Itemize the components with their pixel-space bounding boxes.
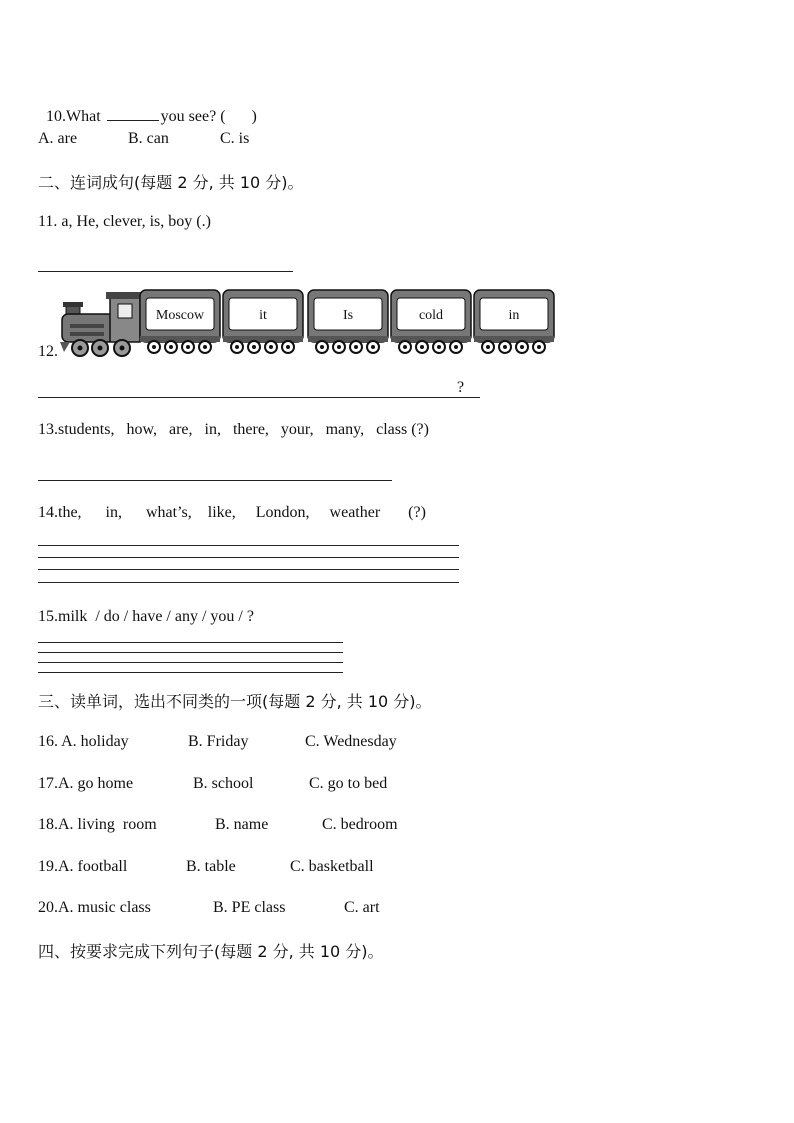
question-10: [38, 88, 257, 126]
question-15: 15.milk / do / have / any / you / ?: [38, 608, 254, 625]
answer-line[interactable]: [38, 672, 343, 673]
q16-option-c: C. Wednesday: [305, 733, 397, 750]
section-2-title: 二、连词成句(每题 2 分, 共 10 分)。: [38, 173, 304, 192]
q12-end-mark: ?: [457, 379, 465, 396]
car-word-4: cold: [418, 308, 444, 323]
q10-option-b: B. can: [128, 130, 169, 147]
answer-line[interactable]: [38, 662, 343, 663]
q19-option-c: C. basketball: [290, 858, 374, 875]
q16-option-a: 16. A. holiday: [38, 733, 129, 750]
question-14: 14.the, in, what’s, like, London, weather (?): [38, 504, 426, 521]
q19-option-a: 19.A. football: [38, 858, 128, 875]
q19-option-b: B. table: [186, 858, 236, 875]
section-4-title: 四、按要求完成下列句子(每题 2 分, 共 10 分)。: [38, 942, 384, 961]
car-word-3: Is: [342, 308, 354, 323]
q17-option-b: B. school: [193, 775, 254, 792]
q10-prefix: 10.What: [46, 108, 105, 125]
q10-option-c: C. is: [220, 130, 250, 147]
q17-option-a: 17.A. go home: [38, 775, 134, 792]
q16-option-b: B. Friday: [188, 733, 249, 750]
q18-option-c: C. bedroom: [322, 816, 398, 833]
section-3-title: 三、读单词，选出不同类的一项(每题 2 分, 共 10 分)。: [38, 692, 432, 711]
answer-line[interactable]: [38, 652, 343, 653]
answer-line[interactable]: [38, 569, 459, 570]
question-12-number: 12.: [38, 343, 58, 360]
car-word-2: it: [259, 308, 267, 323]
question-13: 13.students, how, are, in, there, your, many, class (?): [38, 421, 429, 438]
answer-line[interactable]: [38, 545, 459, 546]
car-word-1: Moscow: [155, 308, 205, 323]
q17-option-c: C. go to bed: [309, 775, 388, 792]
q20-option-a: 20.A. music class: [38, 899, 151, 916]
answer-line[interactable]: [38, 480, 392, 481]
locomotive-icon: [60, 292, 144, 356]
answer-line[interactable]: [38, 557, 459, 558]
answer-line[interactable]: [38, 397, 480, 398]
answer-line[interactable]: [38, 271, 293, 272]
q10-suffix: you see? (: [160, 108, 226, 125]
question-11: 11. a, He, clever, is, boy (.): [38, 213, 211, 230]
answer-line[interactable]: [38, 642, 343, 643]
answer-blank[interactable]: [107, 106, 159, 121]
q10-close: ): [251, 108, 257, 125]
car-word-5: in: [508, 308, 520, 323]
train-illustration: [60, 288, 560, 360]
q20-option-b: B. PE class: [213, 899, 286, 916]
q10-option-a: A. are: [38, 130, 78, 147]
q20-option-c: C. art: [344, 899, 380, 916]
q18-option-b: B. name: [215, 816, 269, 833]
q18-option-a: 18.A. living room: [38, 816, 157, 833]
answer-line[interactable]: [38, 582, 459, 583]
